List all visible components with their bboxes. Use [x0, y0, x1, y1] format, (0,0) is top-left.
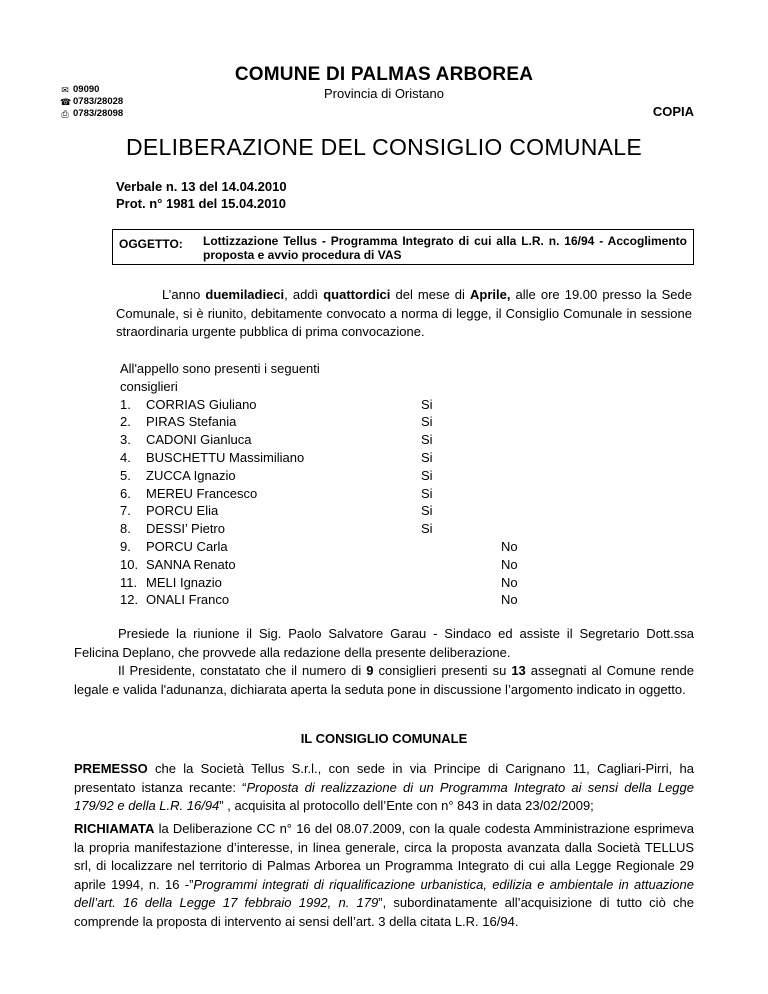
absent-mark — [501, 413, 541, 431]
richiamata-law-title: Programmi integrati di riqualificazione urbanistica, edilizia e ambientale in attuazione dell’art. 16 della Legge 17 febbraio 1992, n. 179 — [74, 876, 694, 910]
member-number: 8. — [120, 521, 131, 537]
postcode-text: 09090 — [73, 84, 100, 95]
member-name: MEREU Francesco — [146, 485, 258, 501]
protocol-number: Prot. n° 1981 del 15.04.2010 — [116, 196, 286, 211]
present-mark — [421, 556, 501, 574]
member-number: 1. — [120, 396, 131, 412]
verbale-number: Verbale n. 13 del 14.04.2010 — [116, 179, 287, 194]
attendance-row — [120, 538, 541, 556]
present-mark: Si — [421, 432, 433, 448]
intro-text-2: , addì — [284, 287, 324, 302]
presidente-text-3: assegnati al Comune rende legale e valida l'adunanza, dichiarata aperta la seduta pone in discussione l’argomento indicato in oggetto. — [74, 663, 694, 697]
intro-text-1: L’anno — [162, 287, 206, 302]
intro-paragraph — [116, 286, 692, 342]
intro-year: duemiladieci — [205, 287, 285, 302]
attendance-row — [120, 396, 541, 414]
member-number: 4. — [120, 449, 131, 465]
phone-icon: ☎ — [60, 97, 72, 107]
verbale-block — [116, 178, 287, 212]
attendance-row — [120, 591, 541, 609]
attendance-list — [120, 360, 541, 609]
member-number: 2. — [120, 414, 131, 430]
absent-mark — [501, 449, 541, 467]
richiamata-text-2: ”, subordinatamente all’acquisizione di tutto ciò che comprende la proposta di intervento ai sensi dell’art. 3 della citata L.R. 16/94. — [74, 895, 694, 929]
attendance-row — [120, 574, 541, 592]
member-name: ZUCCA Ignazio — [146, 467, 236, 483]
member-number: 11. — [120, 574, 138, 590]
member-number: 5. — [120, 467, 131, 483]
member-number: 9. — [120, 538, 131, 554]
fax-text: 0783/28098 — [73, 108, 124, 119]
present-mark — [421, 591, 501, 609]
copia-label: COPIA — [652, 104, 694, 119]
premesso-text-1: che la Società Tellus S.r.l., con sede in via Principe di Carignano 11, Cagliari-Pirri, ha presentato istanza recante: “ — [74, 761, 694, 795]
provincia-name: Provincia di Oristano — [324, 86, 444, 101]
intro-text-4: alle ore 19.00 presso la Sede Comunale, si è riunito, debitamente convocato a norma di legge, il Consiglio Comunale in sessione straordinaria urgente pubblica di prima convocazione. — [116, 287, 692, 339]
attendance-heading: All'appello sono presenti i seguenti consiglieri — [120, 361, 320, 394]
member-name: PORCU Elia — [146, 503, 219, 519]
attendance-row — [120, 502, 541, 520]
present-mark: Si — [421, 396, 433, 412]
member-number: 12. — [120, 592, 139, 608]
assigned-count: 13 — [511, 663, 526, 678]
attendance-row — [120, 431, 541, 449]
absent-mark: No — [501, 556, 518, 572]
presidente-text-2: consiglieri presenti su — [373, 663, 512, 678]
present-mark: Si — [421, 449, 433, 465]
present-mark — [421, 574, 501, 592]
richiamata-keyword: RICHIAMATA — [74, 821, 155, 836]
presidente-text-1: Il Presidente, constatato che il numero di — [118, 663, 367, 678]
oggetto-text: Lottizzazione Tellus - Programma Integrato di cui alla L.R. n. 16/94 - Accoglimento proposta e avvio procedura di VAS — [203, 234, 687, 262]
attendance-row — [120, 520, 541, 538]
present-mark: Si — [421, 503, 433, 519]
envelope-icon: ✉ — [61, 85, 69, 95]
absent-mark — [501, 502, 541, 520]
presidente-paragraph — [74, 662, 694, 699]
premesso-paragraph — [74, 760, 694, 816]
member-name: PORCU Carla — [146, 538, 228, 554]
member-number: 6. — [120, 485, 131, 501]
present-mark: Si — [421, 485, 433, 501]
richiamata-paragraph — [74, 820, 694, 931]
absent-mark — [501, 467, 541, 485]
member-name: SANNA Renato — [146, 556, 236, 572]
absent-mark — [501, 431, 541, 449]
member-number: 7. — [120, 503, 131, 519]
present-count: 9 — [366, 663, 374, 678]
comune-name: COMUNE DI PALMAS ARBOREA — [234, 64, 534, 85]
present-mark: Si — [421, 467, 433, 483]
absent-mark — [501, 520, 541, 538]
member-name: MELI Ignazio — [146, 574, 222, 590]
member-number: 3. — [120, 432, 131, 448]
member-name: CORRIAS Giuliano — [146, 396, 257, 412]
absent-mark: No — [501, 592, 518, 608]
contact-fax — [60, 108, 123, 120]
presiede-paragraph: Presiede la riunione il Sig. Paolo Salvatore Garau - Sindaco ed assiste il Segretario Dott.ssa Felicina Deplano, che provvede alla redazione della presente deliberazione. — [74, 626, 694, 660]
intro-text-3: del mese di — [390, 287, 470, 302]
attendance-row — [120, 449, 541, 467]
present-mark: Si — [421, 521, 433, 537]
member-number: 10. — [120, 556, 139, 572]
premesso-text-2: ” , acquisita al protocollo dell’Ente con n° 843 in data 23/02/2009; — [219, 798, 594, 813]
member-name: DESSI’ Pietro — [146, 521, 225, 537]
present-mark: Si — [421, 414, 433, 430]
absent-mark — [501, 485, 541, 503]
oggetto-box — [112, 229, 694, 265]
oggetto-label: OGGETTO: — [119, 237, 183, 251]
member-name: ONALI Franco — [146, 592, 230, 608]
document-title: DELIBERAZIONE DEL CONSIGLIO COMUNALE — [125, 134, 643, 160]
absent-mark: No — [501, 574, 518, 590]
phone-text: 0783/28028 — [73, 96, 124, 107]
absent-mark — [501, 396, 541, 414]
intro-day: quattordici — [323, 287, 391, 302]
attendance-row — [120, 556, 541, 574]
intro-month: Aprile, — [469, 287, 511, 302]
premesso-title: Proposta di realizzazione di un Programma Integrato ai sensi della Legge 179/92 e della L.R. 16/94 — [74, 779, 695, 813]
attendance-row — [120, 467, 541, 485]
attendance-row — [120, 413, 541, 431]
attendance-row — [120, 485, 541, 503]
fax-icon: ⎙ — [61, 109, 69, 119]
premesso-keyword: PREMESSO — [74, 761, 148, 776]
member-name: PIRAS Stefania — [146, 414, 237, 430]
section-title: IL CONSIGLIO COMUNALE — [300, 731, 468, 746]
member-name: CADONI Gianluca — [146, 432, 252, 448]
present-mark — [421, 538, 501, 556]
absent-mark: No — [501, 538, 518, 554]
richiamata-text-1: la Deliberazione CC n° 16 del 08.07.2009, con la quale codesta Amministrazione esprimeva la propria manifestazione d’interesse, in linea generale, circa la proposta avanzata dalla Società TELLUS srl, di localizzare nel territorio di Palmas Arborea un Programma Integrato di cui alla Legge Regionale 29 aprile 1994, n. 16 -” — [74, 821, 694, 892]
member-name: BUSCHETTU Massimiliano — [146, 449, 305, 465]
